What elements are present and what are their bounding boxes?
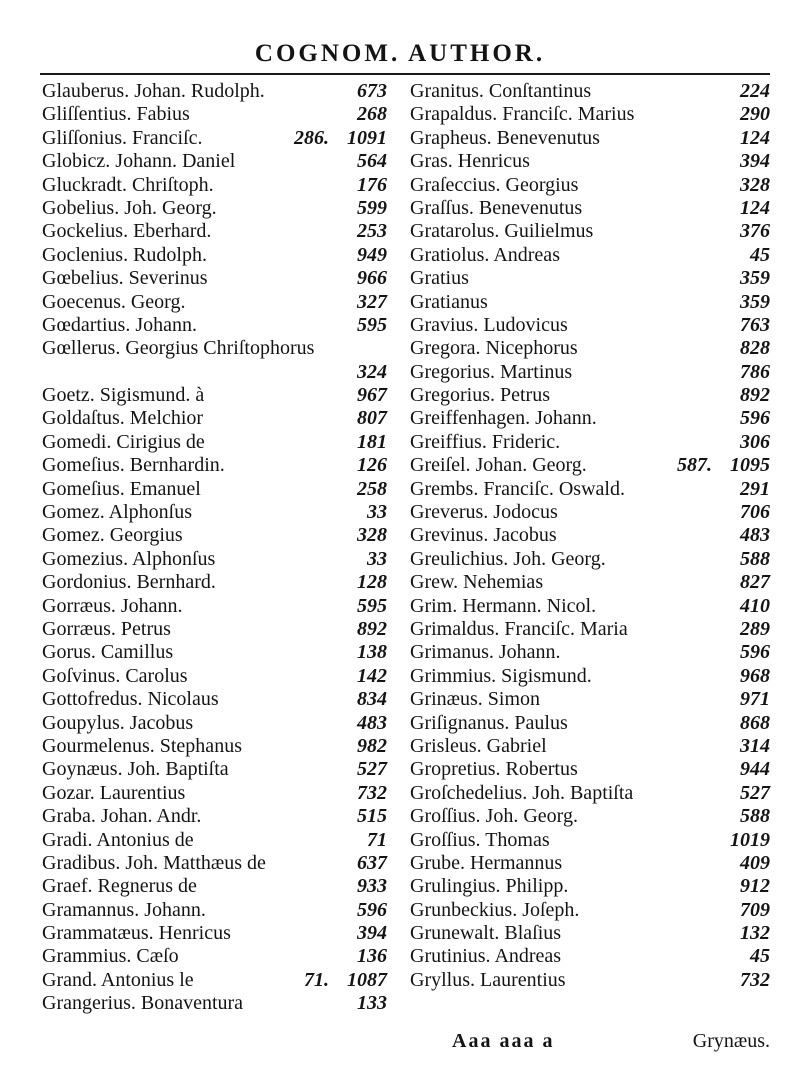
index-entry — [410, 407, 770, 430]
page-number: 596 — [740, 407, 770, 430]
author-name: Gras. Henricus — [410, 150, 530, 173]
index-entry — [410, 478, 770, 501]
page-number: 132 — [740, 922, 770, 945]
right-column — [410, 80, 770, 992]
author-name: Grimanus. Johann. — [410, 641, 561, 664]
page-number: 394 — [740, 150, 770, 173]
author-name: Gomedi. Cirigius de — [42, 430, 205, 453]
index-entry — [410, 103, 770, 126]
index-entry — [42, 852, 387, 875]
index-entry — [410, 969, 770, 992]
index-entry — [410, 80, 770, 103]
header-rule — [40, 73, 770, 75]
index-entry — [42, 197, 387, 220]
author-name: Grapaldus. Franciſc. Marius — [410, 103, 635, 126]
index-entry — [410, 571, 770, 594]
index-entry — [410, 805, 770, 828]
index-entry — [410, 501, 770, 524]
page-number: 588 — [740, 547, 770, 570]
author-name: Gliſſonius. Franciſc. — [42, 126, 203, 149]
index-entry — [410, 361, 770, 384]
page-number: 786 — [740, 360, 770, 383]
index-entry — [410, 899, 770, 922]
index-entry — [42, 782, 387, 805]
index-entry — [42, 291, 387, 314]
author-name: Grevinus. Jacobus — [410, 524, 557, 547]
page-number: 138 — [357, 641, 387, 664]
index-entry — [42, 665, 387, 688]
author-name: Gluckradt. Chriſtoph. — [42, 173, 214, 196]
page-number: 596 — [357, 898, 387, 921]
page-number: 253 — [357, 220, 387, 243]
author-name: Gorus. Camillus — [42, 641, 174, 664]
index-entry — [410, 945, 770, 968]
index-entry — [42, 899, 387, 922]
index-entry — [42, 314, 387, 337]
page-number: 410 — [740, 594, 770, 617]
page-number: 1091 — [347, 126, 387, 149]
page-number: 224 — [740, 80, 770, 102]
index-entry — [410, 595, 770, 618]
index-entry — [410, 852, 770, 875]
author-name: Grapheus. Benevenutus — [410, 126, 600, 149]
index-entry — [410, 618, 770, 641]
author-name: Gliſſentius. Fabius — [42, 103, 190, 126]
index-entry — [42, 478, 387, 501]
page-number: 176 — [357, 173, 387, 196]
index-entry — [42, 127, 387, 150]
page-number: 944 — [740, 758, 770, 781]
author-name: Gordonius. Bernhard. — [42, 571, 216, 594]
index-entry — [42, 595, 387, 618]
author-name: Grube. Hermannus — [410, 851, 563, 874]
author-name: Granitus. Conſtantinus — [410, 80, 592, 102]
index-entry — [42, 220, 387, 243]
author-name: Globicz. Johann. Daniel — [42, 150, 236, 173]
author-name: Gomez. Alphonſus — [42, 501, 192, 524]
index-entry — [42, 945, 387, 968]
author-name: Gropretius. Robertus — [410, 758, 578, 781]
page-number: 527 — [357, 758, 387, 781]
page-number: 595 — [357, 313, 387, 336]
index-entry — [410, 291, 770, 314]
index-entry — [410, 829, 770, 852]
page-number: 45 — [750, 945, 770, 968]
catchword: Grynæus. — [692, 1030, 770, 1052]
author-name: Gœdartius. Johann. — [42, 313, 197, 336]
page-number: 45 — [750, 243, 770, 266]
extra-page-number: 587. — [677, 454, 712, 477]
author-name: Graſſus. Benevenutus — [410, 196, 583, 219]
index-entry — [410, 337, 770, 360]
index-entry — [42, 501, 387, 524]
page-number: 834 — [357, 688, 387, 711]
author-name: Graſeccius. Georgius — [410, 173, 579, 196]
author-name: Gobelius. Joh. Georg. — [42, 196, 217, 219]
page-number: 328 — [740, 173, 770, 196]
index-entry — [410, 875, 770, 898]
author-name: Gratarolus. Guilielmus — [410, 220, 594, 243]
page-number: 71 — [367, 828, 387, 851]
page-number: 124 — [740, 196, 770, 219]
author-name: Goldaſtus. Melchior — [42, 407, 204, 430]
page-number: 328 — [357, 524, 387, 547]
page-number: 291 — [740, 477, 770, 500]
author-name: Gockelius. Eberhard. — [42, 220, 212, 243]
page-number: 306 — [740, 430, 770, 453]
index-entry — [42, 548, 387, 571]
index-entry — [410, 244, 770, 267]
left-column — [42, 80, 387, 1016]
author-name: Gœbelius. Severinus — [42, 267, 208, 290]
author-name: Grunbeckius. Joſeph. — [410, 898, 580, 921]
author-name: Gratius — [410, 267, 469, 290]
author-name: Gravius. Ludovicus — [410, 313, 568, 336]
author-name: Grinæus. Simon — [410, 688, 541, 711]
page-number: 982 — [357, 734, 387, 757]
page-number: 133 — [357, 992, 387, 1015]
page-number: 807 — [357, 407, 387, 430]
index-entry — [410, 524, 770, 547]
index-entry — [410, 127, 770, 150]
author-name: Goupylus. Jacobus — [42, 711, 194, 734]
page-number: 732 — [357, 781, 387, 804]
index-entry — [42, 618, 387, 641]
page-number: 289 — [740, 617, 770, 640]
index-entry — [410, 688, 770, 711]
author-name: Grimmius. Sigismund. — [410, 664, 592, 687]
page-number: 124 — [740, 126, 770, 149]
author-name: Grammius. Cæſo — [42, 945, 179, 968]
page-number: 394 — [357, 922, 387, 945]
author-name: Goſvinus. Carolus — [42, 664, 188, 687]
author-name: Gorræus. Petrus — [42, 617, 171, 640]
author-name: Gomez. Georgius — [42, 524, 183, 547]
index-entry — [410, 431, 770, 454]
author-name: Groſſius. Thomas — [410, 828, 550, 851]
index-entry — [42, 992, 387, 1015]
page-number: 892 — [740, 384, 770, 407]
index-entry — [42, 150, 387, 173]
index-entry — [42, 80, 387, 103]
page-number: 327 — [357, 290, 387, 313]
index-entry — [42, 735, 387, 758]
author-name: Gomezius. Alphonſus — [42, 547, 216, 570]
page-number: 33 — [367, 501, 387, 524]
page-number: 967 — [357, 384, 387, 407]
page-number: 966 — [357, 267, 387, 290]
page-number: 828 — [740, 337, 770, 360]
author-name: Greiffius. Frideric. — [410, 430, 561, 453]
page-number: 126 — [357, 454, 387, 477]
page-number: 968 — [740, 664, 770, 687]
page-number: 483 — [357, 711, 387, 734]
author-name: Graba. Johan. Andr. — [42, 805, 202, 828]
index-entry — [410, 922, 770, 945]
page-number: 595 — [357, 594, 387, 617]
author-name: Grunewalt. Blaſius — [410, 922, 562, 945]
index-entry — [410, 665, 770, 688]
page-number: 971 — [740, 688, 770, 711]
index-entry — [42, 712, 387, 735]
index-entry — [410, 454, 770, 477]
page-number: 599 — [357, 196, 387, 219]
author-name: Goetz. Sigismund. à — [42, 384, 205, 407]
author-name: Gregorius. Petrus — [410, 384, 550, 407]
author-name: Gratiolus. Andreas — [410, 243, 560, 266]
index-entry — [42, 384, 387, 407]
author-name: Groſchedelius. Joh. Baptiſta — [410, 781, 634, 804]
author-name: Grembs. Franciſc. Oswald. — [410, 477, 625, 500]
page-number: 409 — [740, 851, 770, 874]
page-number: 314 — [740, 734, 770, 757]
index-entry — [42, 641, 387, 664]
author-name: Gottofredus. Nicolaus — [42, 688, 219, 711]
author-name: Gryllus. Laurentius — [410, 968, 566, 991]
index-entry — [410, 150, 770, 173]
index-entry — [42, 805, 387, 828]
index-entry — [410, 641, 770, 664]
author-name: Greiſel. Johan. Georg. — [410, 454, 587, 477]
index-entry — [42, 174, 387, 197]
index-entry — [42, 688, 387, 711]
author-name: Graef. Regnerus de — [42, 875, 197, 898]
page-number: 142 — [357, 664, 387, 687]
author-name: Gomeſius. Bernhardin. — [42, 454, 225, 477]
page-number: 709 — [740, 898, 770, 921]
author-name: Goynæus. Joh. Baptiſta — [42, 758, 229, 781]
page-number: 892 — [357, 617, 387, 640]
index-entry — [42, 922, 387, 945]
index-entry — [42, 431, 387, 454]
page-number: 763 — [740, 313, 770, 336]
index-entry — [410, 384, 770, 407]
author-name: Gramannus. Johann. — [42, 898, 206, 921]
author-name: Greiffenhagen. Johann. — [410, 407, 597, 430]
page-number: 136 — [357, 945, 387, 968]
page-number: 706 — [740, 501, 770, 524]
index-entry — [42, 524, 387, 547]
page-number: 673 — [357, 80, 387, 102]
author-name: Greulichius. Joh. Georg. — [410, 547, 606, 570]
author-name: Glauberus. Johan. Rudolph. — [42, 80, 265, 102]
author-name: Grisleus. Gabriel — [410, 734, 547, 757]
index-entry — [42, 969, 387, 992]
index-entry — [410, 197, 770, 220]
page-number: 732 — [740, 968, 770, 991]
author-name: Grimaldus. Franciſc. Maria — [410, 617, 628, 640]
extra-page-number: 71. — [304, 968, 329, 991]
index-entry — [410, 758, 770, 781]
page-number: 933 — [357, 875, 387, 898]
index-entry — [42, 875, 387, 898]
index-entry — [42, 337, 387, 360]
index-entry — [42, 829, 387, 852]
index-entry — [42, 454, 387, 477]
author-name: Gregora. Nicephorus — [410, 337, 578, 360]
index-entry — [42, 244, 387, 267]
page-number: 290 — [740, 103, 770, 126]
index-entry — [410, 267, 770, 290]
author-name: Goclenius. Rudolph. — [42, 243, 207, 266]
extra-page-number: 286. — [294, 126, 329, 149]
page-number: 128 — [357, 571, 387, 594]
index-entry — [410, 782, 770, 805]
author-name: Gorræus. Johann. — [42, 594, 183, 617]
author-name: Gradibus. Joh. Matthæus de — [42, 851, 266, 874]
author-name: Grew. Nehemias — [410, 571, 544, 594]
author-name: Greverus. Jodocus — [410, 501, 558, 524]
index-entry — [42, 571, 387, 594]
page-number: 483 — [740, 524, 770, 547]
page-number: 33 — [367, 547, 387, 570]
index-entry — [410, 174, 770, 197]
author-name: Grulingius. Philipp. — [410, 875, 569, 898]
author-name: Gradi. Antonius de — [42, 828, 194, 851]
author-name: Gregorius. Martinus — [410, 360, 573, 383]
author-name: Gratianus — [410, 290, 488, 313]
author-name: Grammatæus. Henricus — [42, 922, 231, 945]
author-name: Gourmelenus. Stephanus — [42, 734, 242, 757]
page-number: 359 — [740, 290, 770, 313]
signature-mark: Aaa aaa a — [452, 1030, 555, 1052]
page-number: 1019 — [730, 828, 770, 851]
page-number: 949 — [357, 243, 387, 266]
author-name: Goecenus. Georg. — [42, 290, 186, 313]
author-name: Grand. Antonius le — [42, 968, 194, 991]
page-number: 359 — [740, 267, 770, 290]
page-number: 527 — [740, 781, 770, 804]
index-entry — [42, 267, 387, 290]
page-number: 1087 — [347, 968, 387, 991]
page-number: 588 — [740, 805, 770, 828]
index-entry — [42, 361, 387, 384]
index-entry — [410, 314, 770, 337]
page-number: 868 — [740, 711, 770, 734]
page-number: 564 — [357, 150, 387, 173]
page-number: 827 — [740, 571, 770, 594]
author-name: Gozar. Laurentius — [42, 781, 186, 804]
author-name: Gomeſius. Emanuel — [42, 477, 201, 500]
author-name: Grutinius. Andreas — [410, 945, 562, 968]
page-number: 181 — [357, 430, 387, 453]
page-number: 376 — [740, 220, 770, 243]
author-name: Groſſius. Joh. Georg. — [410, 805, 578, 828]
author-name: Gœllerus. Georgius Chriſtophorus — [42, 337, 315, 360]
page-number: 324 — [357, 360, 387, 383]
index-entry — [410, 220, 770, 243]
page-number: 912 — [740, 875, 770, 898]
author-name: Grangerius. Bonaventura — [42, 992, 244, 1015]
index-entry — [410, 548, 770, 571]
author-name: Grim. Hermann. Nicol. — [410, 594, 597, 617]
page-number: 596 — [740, 641, 770, 664]
index-entry — [42, 758, 387, 781]
page-number: 1095 — [730, 454, 770, 477]
page-number: 268 — [357, 103, 387, 126]
page-number: 637 — [357, 851, 387, 874]
author-name: Griſignanus. Paulus — [410, 711, 568, 734]
running-header: COGNOM. AUTHOR. — [254, 40, 546, 67]
index-entry — [410, 735, 770, 758]
index-entry — [42, 407, 387, 430]
page-number: 258 — [357, 477, 387, 500]
page-number: 515 — [357, 805, 387, 828]
index-entry — [410, 712, 770, 735]
index-entry — [42, 103, 387, 126]
